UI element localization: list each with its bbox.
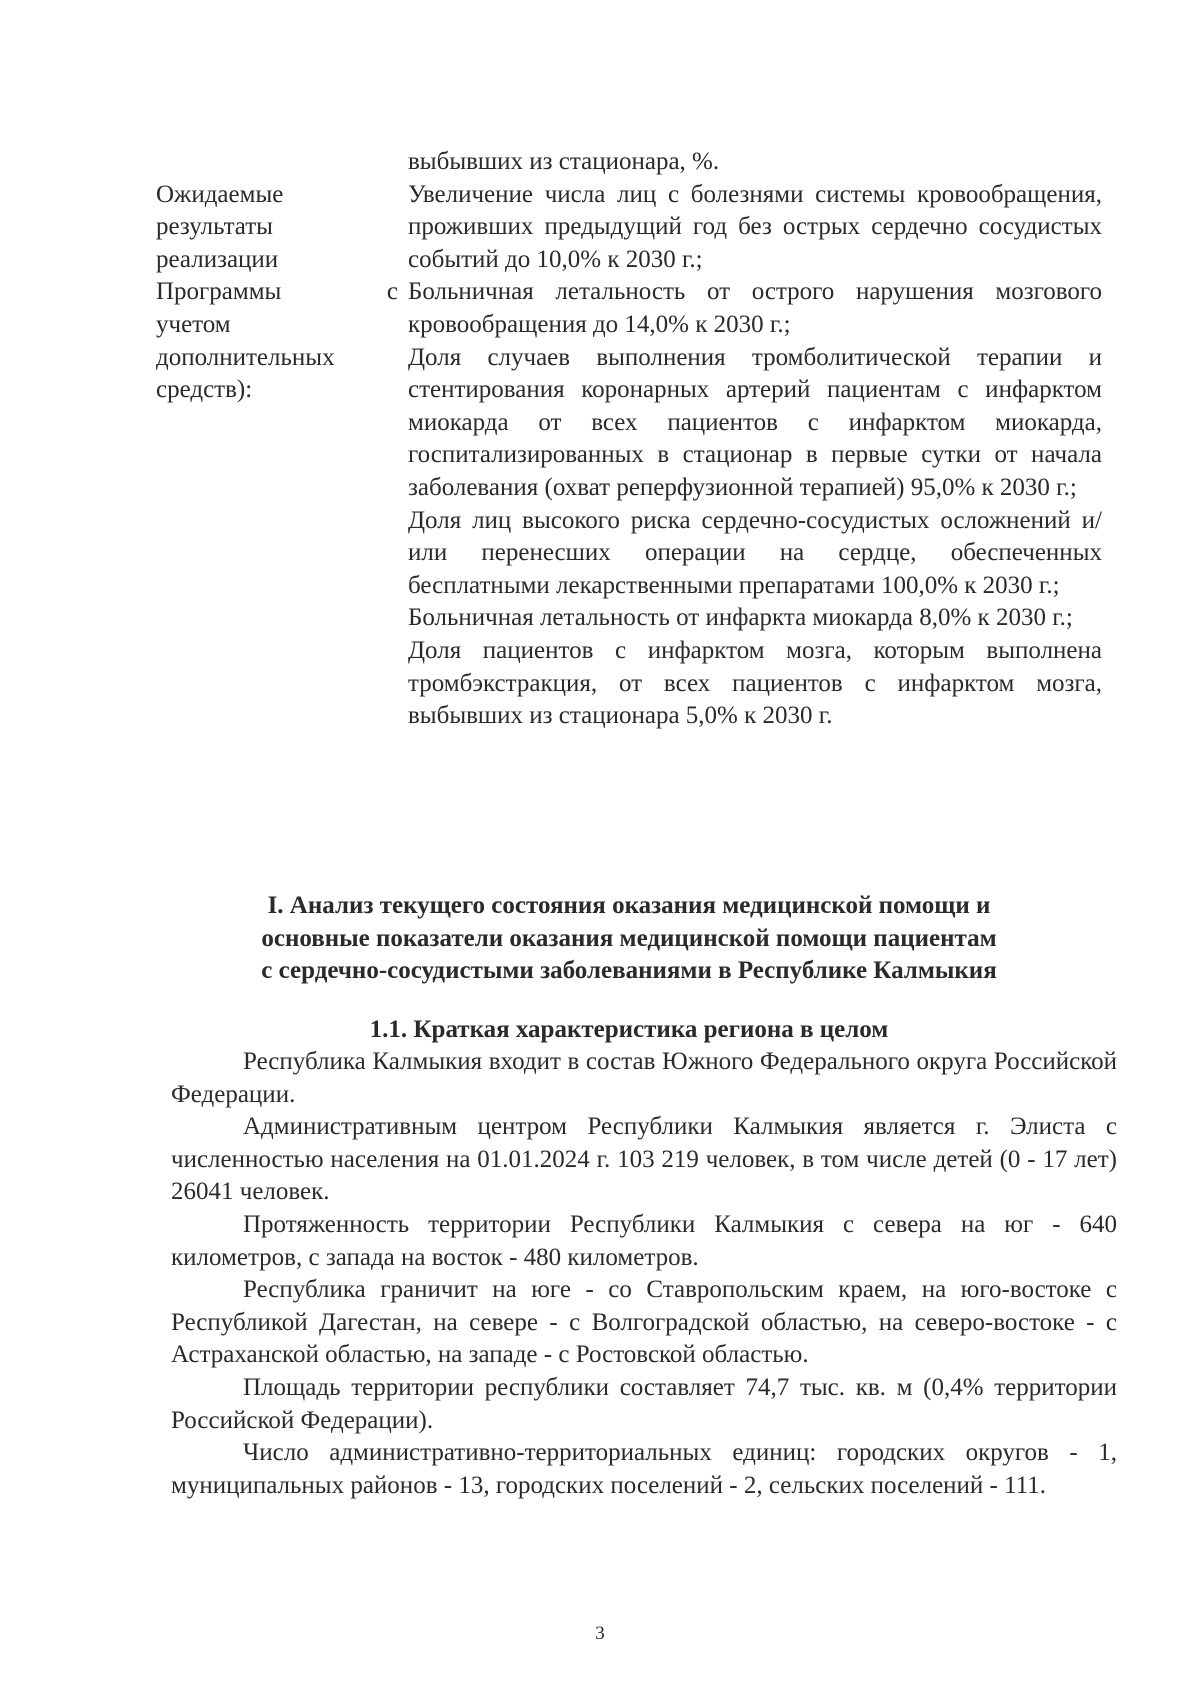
label-line: дополнительных [156,343,335,371]
page-number: 3 [595,1623,605,1644]
result-item: Доля случаев выполнения тромболитической терапии и стентирования коронарных артерий пациентам с инфарктом миокарда от всех пациентов с инфарктом миокарда, госпитализированных в стационар в первые сутки от начала заболевания (охват реперфузионной терапией) 95,0% к 2030 г.; [408,343,1102,501]
paragraph: Протяженность территории Республики Калмыкия с севера на юг - 640 километров, с запада на восток - 480 километров. [171,1210,1117,1271]
label-line: реализации [156,245,279,273]
passport-label-empty [156,146,408,179]
passport-value-expected-results [408,179,1102,733]
passport-continuation-text: выбывших из стационара, %. [408,148,720,175]
result-item: Больничная летальность от инфаркта миокарда 8,0% к 2030 г.; [408,604,1073,632]
label-line: результаты [156,213,273,241]
paragraph: Республика граничит на юге - со Ставропольским краем, на юго-востоке с Республикой Дагестан, на севере - с Волгоградской областью, на северо-востоке - с Астраханской областью, на западе - с Ростовской областью. [171,1276,1117,1369]
section-heading-line: I. Анализ текущего состояния оказания медицинской помощи и [267,892,991,919]
label-line: учетом [156,310,231,338]
section-heading [156,890,1102,988]
label-line: Программы с [156,278,398,306]
label-line: Ожидаемые [156,180,284,208]
section-heading-line: основные показатели оказания медицинской помощи пациентам [261,924,997,952]
result-item: Увеличение числа лиц с болезнями системы кровообращения, проживших предыдущий год без острых сердечно сосудистых событий до 10,0% к 2030 г.; [408,180,1102,273]
passport-row-expected-results [156,179,1102,733]
passport-value-continuation [408,146,1102,179]
passport-label-expected-results [156,179,408,733]
result-item: Больничная летальность от острого нарушения мозгового кровообращения до 14,0% к 2030 г.; [408,278,1102,338]
section-heading-line: с сердечно-сосудистыми заболеваниями в Республике Калмыкия [261,957,997,985]
paragraph: Республика Калмыкия входит в состав Южного Федерального округа Российской Федерации. [171,1048,1117,1108]
paragraph: Число административно-территориальных единиц: городских округов - 1, муниципальных районов - 13, городских поселений - 2, сельских поселений - 111. [171,1439,1117,1499]
paragraph: Административным центром Республики Калмыкия является г. Элиста с численностью населения на 01.01.2024 г. 103 219 человек, в том числе детей (0 - 17 лет) 26041 человек. [171,1113,1117,1206]
result-item: Доля лиц высокого риска сердечно-сосудистых осложнений и/или перенесших операции на сердце, обеспеченных бесплатными лекарственными препаратами 100,0% к 2030 г.; [408,506,1102,599]
result-item: Доля пациентов с инфарктом мозга, которым выполнена тромбэкстракция, от всех пациентов с инфарктом мозга, выбывших из стационара 5,0% к 2030 г. [408,636,1102,730]
subsection-heading: 1.1. Краткая характеристика региона в целом [369,1016,889,1043]
section-body [171,1046,1117,1502]
paragraph: Площадь территории республики составляет 74,7 тыс. кв. м (0,4% территории Российской Федерации). [171,1373,1117,1434]
passport-table [156,146,1102,733]
passport-row-continuation [156,146,1102,179]
label-line: средств): [156,376,253,404]
